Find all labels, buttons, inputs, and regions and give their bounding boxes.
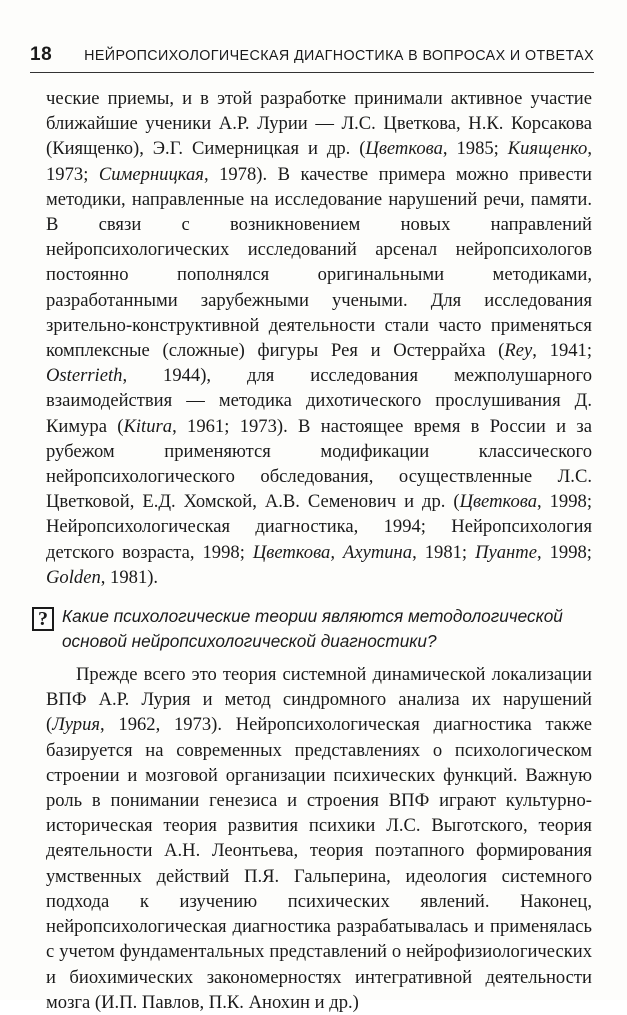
citation-author: Цветкова, Ахутина (252, 541, 413, 563)
citation-author: Киященко (507, 138, 588, 160)
citation-author: Цветкова (365, 138, 443, 160)
question-mark-icon: ? (32, 607, 54, 631)
text-run: , 1944), для исследования межполушарного взаимодействия — методика дихотического прослушивания Д. Кимура ( (46, 365, 592, 437)
text-run: , 1962, 1973). Нейропсихологическая диагностика также базируется на современных представлениях о психологическом строении и мозговой организации психических функций. Важную роль в понимании генезиса и строения ВПФ играют культурно-историческая теория развития психики Л.С. Выготского, теория деятельности А.Н. Леонтьева, теория поэтапного формирования умственных действий П.Я. Гальперина, идеология системного подхода к изучению психических явлений. Наконец, нейропсихологическая диагностика разрабатывалась и применялась с учетом фундаментальных представлений о нейрофизиологических и биохимических закономерностях интегративной деятельности мозга (И.П. Павлов, П.К. Анохин и др.) (46, 714, 592, 1013)
answer-paragraph (46, 662, 592, 1015)
text-run: , 1981; (412, 541, 476, 563)
body-text (38, 86, 592, 1015)
citation-author: Kitura (123, 415, 173, 437)
text-run: Прежде всего это теория системной динамической локализации ВПФ А.Р. Лурия и метод синдромного анализа их нарушений ( (46, 664, 592, 736)
question-block (38, 604, 592, 654)
text-run: , 1998; (536, 541, 592, 563)
running-head: НЕЙРОПСИХОЛОГИЧЕСКАЯ ДИАГНОСТИКА В ВОПРОСАХ И ОТВЕТАХ (84, 48, 594, 64)
citation-author: Пуанте (475, 541, 537, 563)
citation-author: Симерницкая (98, 163, 204, 185)
citation-author: Golden (46, 566, 101, 588)
text-run: ческие приемы, и в этой разработке принимали активное участие ближайшие ученики А.Р. Лурии — Л.С. Цветкова, Н.К. Корсакова (Киященко), Э.Г. Симерницкая и др. ( (46, 88, 592, 160)
question-text: Какие психологические теории являются методологической основой нейропсихологической диагностики? (62, 606, 563, 652)
page-number: 18 (30, 44, 53, 65)
text-run: , 1985; (442, 138, 508, 160)
citation-author: Osterrieth (46, 365, 123, 387)
text-run: , 1961; 1973). В настоящее время в России и за рубежом применяются модификации классического нейропсихологического обследования, осуществленные Л.С. Цветковой, Е.Д. Хомской, А.В. Семенович и др. ( (46, 415, 592, 513)
citation-author: Rey (504, 340, 533, 362)
page-header (30, 38, 594, 73)
text-run: , 1973; (46, 138, 592, 185)
text-run: , 1981). (100, 566, 159, 588)
citation-author: Цветкова (459, 491, 538, 513)
text-run: , 1941; (532, 340, 592, 362)
paragraph-continued (46, 86, 592, 590)
text-run: , 1998; Нейропсихологическая диагностика, 1994; Нейропсихология детского возраста, 1998; (46, 491, 592, 563)
text-run: , 1978). В качестве примера можно привести методики, направленные на исследование нарушений речи, памяти. В связи с возникновением новых направлений нейропсихологических исследований арсенал нейропсихологов постоянно пополнялся оригинальными методиками, разработанными зарубежными учеными. Для исследования зрительно-конструктивной деятельности стали часто применяться комплексные (сложные) фигуры Рея и Остеррайха ( (46, 163, 592, 362)
citation-author: Лурия (52, 714, 101, 736)
